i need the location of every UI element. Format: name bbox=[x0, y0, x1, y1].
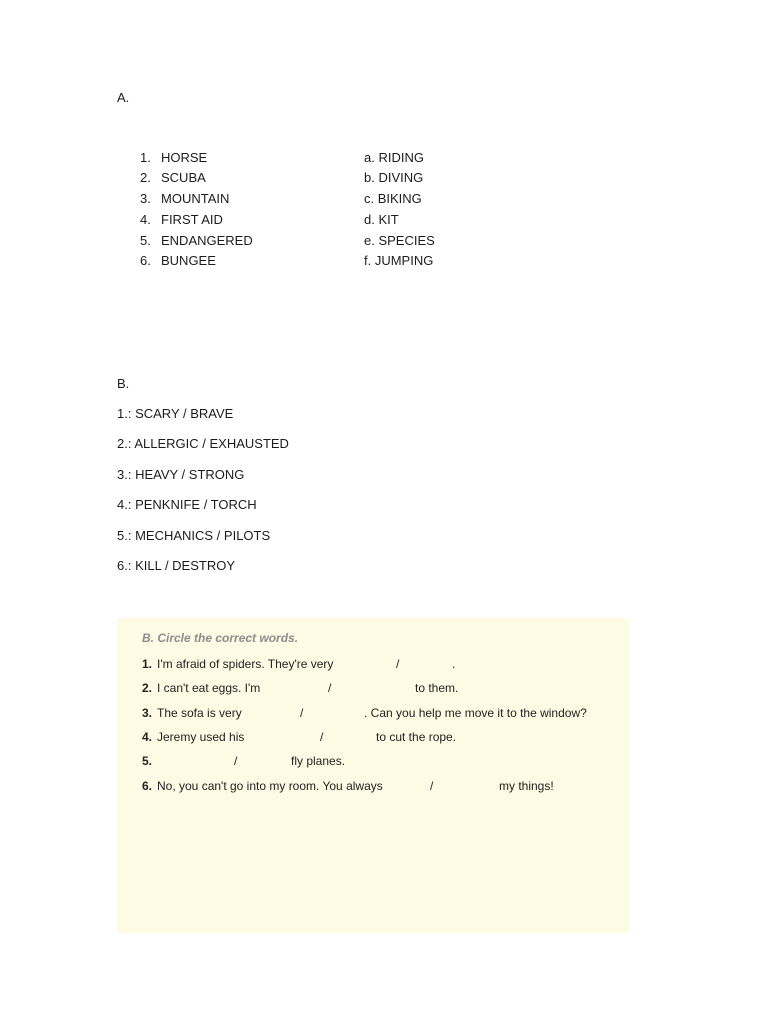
section-b-heading: B. bbox=[117, 376, 130, 391]
item-word: FIRST AID bbox=[161, 212, 223, 227]
sentence-number: 2. bbox=[142, 681, 153, 695]
answer-line: 1.: SCARY / BRAVE bbox=[117, 406, 234, 421]
item-word: SCUBA bbox=[161, 170, 206, 185]
sentence-ending: to them. bbox=[415, 681, 459, 695]
item-match: e. SPECIES bbox=[364, 233, 435, 248]
item-number: 1. bbox=[140, 150, 151, 165]
item-number: 6. bbox=[140, 253, 151, 268]
answer-line: 5.: MECHANICS / PILOTS bbox=[117, 528, 271, 543]
slash-separator: / bbox=[430, 779, 434, 793]
sentence-number: 5. bbox=[142, 754, 153, 768]
item-match: d. KIT bbox=[364, 212, 399, 227]
sentence-text: I can't eat eggs. I'm bbox=[157, 681, 261, 695]
item-match: b. DIVING bbox=[364, 170, 424, 185]
item-number: 2. bbox=[140, 170, 151, 185]
item-match: c. BIKING bbox=[364, 191, 422, 206]
item-word: ENDANGERED bbox=[161, 233, 253, 248]
item-match: a. RIDING bbox=[364, 150, 424, 165]
slash-separator: / bbox=[300, 706, 304, 720]
sentence-ending: fly planes. bbox=[291, 754, 346, 768]
sentence-number: 3. bbox=[142, 706, 153, 720]
answer-line: 6.: KILL / DESTROY bbox=[117, 558, 236, 573]
sentence-ending: my things! bbox=[499, 779, 554, 793]
sentence-number: 6. bbox=[142, 779, 153, 793]
slash-separator: / bbox=[320, 730, 324, 744]
slash-separator: / bbox=[234, 754, 238, 768]
sentence-ending: . Can you help me move it to the window? bbox=[364, 706, 587, 720]
section-a-heading: A. bbox=[117, 90, 130, 105]
answer-line: 3.: HEAVY / STRONG bbox=[117, 467, 245, 482]
sentence-number: 1. bbox=[142, 657, 153, 671]
item-word: BUNGEE bbox=[161, 253, 216, 268]
sentence-text: No, you can't go into my room. You always bbox=[157, 779, 383, 793]
sentence-text: Jeremy used his bbox=[157, 730, 245, 744]
slash-separator: / bbox=[396, 657, 400, 671]
item-number: 3. bbox=[140, 191, 151, 206]
item-word: HORSE bbox=[161, 150, 208, 165]
answer-line: 2.: ALLERGIC / EXHAUSTED bbox=[117, 436, 289, 451]
item-word: MOUNTAIN bbox=[161, 191, 230, 206]
sentence-ending: to cut the rope. bbox=[376, 730, 457, 744]
sentence-text: I'm afraid of spiders. They're very bbox=[157, 657, 334, 671]
sentence-text: The sofa is very bbox=[157, 706, 242, 720]
answer-line: 4.: PENKNIFE / TORCH bbox=[117, 497, 257, 512]
item-number: 4. bbox=[140, 212, 151, 227]
sentence-number: 4. bbox=[142, 730, 153, 744]
exercise-box bbox=[117, 618, 629, 933]
sentence-ending: . bbox=[452, 657, 456, 671]
exercise-title: B. Circle the correct words. bbox=[142, 631, 299, 645]
slash-separator: / bbox=[328, 681, 332, 695]
item-match: f. JUMPING bbox=[364, 253, 434, 268]
item-number: 5. bbox=[140, 233, 151, 248]
